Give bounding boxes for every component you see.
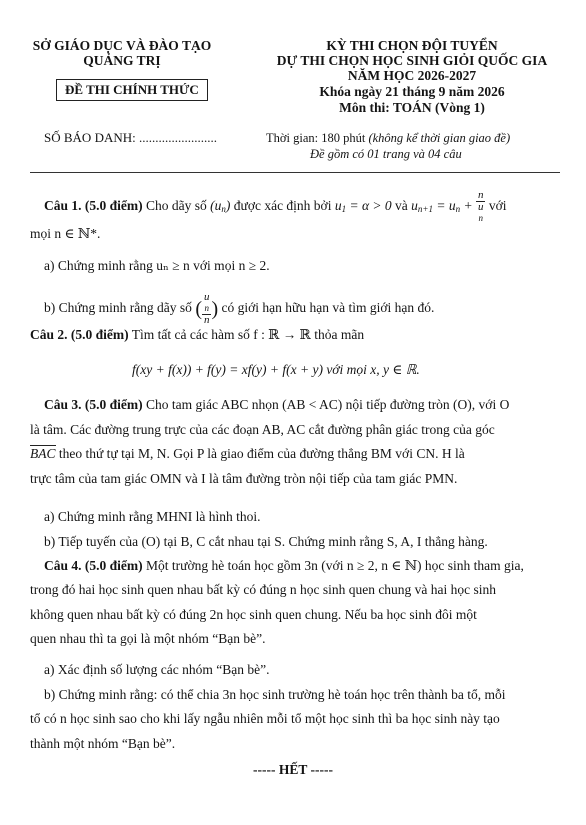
time-prefix: Thời gian: 180 phút [266, 131, 369, 145]
q1-ratio: u n n [203, 291, 210, 326]
time-note: (không kể thời gian giao đề) [368, 131, 511, 145]
q1-line1 [44, 190, 506, 224]
exam-subtitle: DỰ THI CHỌN HỌC SINH GIỎI QUỐC GIA [276, 53, 548, 68]
q1-part-b-pre: b) Chứng minh rằng dãy số [44, 300, 196, 316]
dept-name: SỞ GIÁO DỤC VÀ ĐÀO TẠO [32, 38, 212, 53]
q1-seq: (un) [210, 198, 231, 215]
q1-line2: mọi n ∈ ℕ*. [30, 226, 101, 241]
q1-recurrence: un+1 = un + n u n [411, 189, 484, 223]
header-divider [30, 172, 560, 173]
q1-part-b-post: có giới hạn hữu hạn và tìm giới hạn đó. [218, 300, 435, 316]
q2-equation: f(xy + f(x)) + f(y) = xf(y) + f(x + y) với mọi x, y ∈ ℝ. [132, 362, 420, 377]
q3-line4: trực tâm của tam giác OMN và I là tâm đường tròn nội tiếp của tam giác PMN. [30, 471, 458, 486]
q2-line1 [30, 327, 364, 343]
school-year: NĂM HỌC 2026-2027 [347, 68, 477, 83]
q4-part-b-line3: thành một nhóm “Bạn bè”. [30, 736, 176, 751]
q3-line3 [30, 446, 465, 462]
exam-title: KỲ THI CHỌN ĐỘI TUYỂN [326, 38, 498, 53]
q1-text-d: với [485, 198, 507, 214]
subject: Môn thi: TOÁN (Vòng 1) [339, 100, 485, 115]
province-name: QUẢNG TRỊ [83, 53, 161, 68]
q3-label: Câu 3. (5.0 điểm) [44, 397, 143, 412]
q3-line1 [44, 397, 509, 413]
q4-line3: không quen nhau bất kỳ có đúng 2n học sinh quen chung. Nếu ba học sinh đôi một [30, 607, 477, 622]
q4-part-b-line2: tổ có n học sinh sao cho khi lấy ngẫu nhiên mỗi tổ một học sinh thì ba học sinh này tạo [30, 711, 500, 726]
q1-text-c: và [391, 198, 412, 214]
official-exam-box: ĐỀ THI CHÍNH THỨC [56, 79, 208, 101]
q1-part-b: b) Chứng minh rằng dãy số ( u n n ) có giới hạn hữu hạn và tìm giới hạn đó. [44, 291, 435, 326]
time-limit [266, 130, 510, 146]
q2-label: Câu 2. (5.0 điểm) [30, 327, 129, 342]
q3-text1: Cho tam giác ABC nhọn (AB < AC) nội tiếp đường tròn (O), với O [142, 397, 510, 412]
candidate-number: SỐ BÁO DANH: ........................ [44, 130, 217, 145]
q3-part-b: b) Tiếp tuyến của (O) tại B, C cắt nhau tại S. Chứng minh rằng S, A, I thẳng hàng. [44, 534, 488, 549]
end-marker: ----- HẾT ----- [253, 762, 333, 777]
q3-text3: theo thứ tự tại M, N. Gọi P là giao điểm của đường thẳng BM với CN. H là [55, 446, 465, 461]
q1-text-a: Cho dãy số [142, 198, 211, 214]
pages-note: Đề gồm có 01 trang và 04 câu [310, 147, 462, 161]
q4-text1: Một trường hè toán học gồm 3n (với n ≥ 2, n ∈ ℕ) học sinh tham gia, [142, 558, 524, 573]
q1-label: Câu 1. (5.0 điểm) [44, 198, 143, 214]
q4-label: Câu 4. (5.0 điểm) [44, 558, 143, 573]
exam-date: Khóa ngày 21 tháng 9 năm 2026 [319, 84, 505, 99]
q1-part-a: a) Chứng minh rằng uₙ ≥ n với mọi n ≥ 2. [44, 258, 270, 273]
q3-line2: là tâm. Các đường trung trực của các đoạn AB, AC cắt đường phân giác trong của góc [30, 422, 495, 437]
q3-angle: BAC [30, 446, 56, 461]
q4-part-b-line1: b) Chứng minh rằng: có thể chia 3n học sinh trường hè toán học trên thành ba tổ, mỗi [44, 687, 506, 702]
q4-line4: quen nhau thì ta gọi là một nhóm “Bạn bè”. [30, 631, 266, 646]
q3-part-a: a) Chứng minh rằng MHNI là hình thoi. [44, 509, 261, 524]
q4-line2: trong đó hai học sinh quen nhau bất kỳ có đúng n học sinh quen chung và hai học sinh [30, 582, 497, 597]
q1-text-b: được xác định bởi [230, 198, 335, 214]
q2-text: Tìm tất cả các hàm số f : ℝ → ℝ thỏa mãn [128, 327, 365, 342]
q1-init: u1 = α > 0 [334, 198, 392, 215]
q4-part-a: a) Xác định số lượng các nhóm “Bạn bè”. [44, 662, 270, 677]
q4-line1 [44, 558, 524, 574]
